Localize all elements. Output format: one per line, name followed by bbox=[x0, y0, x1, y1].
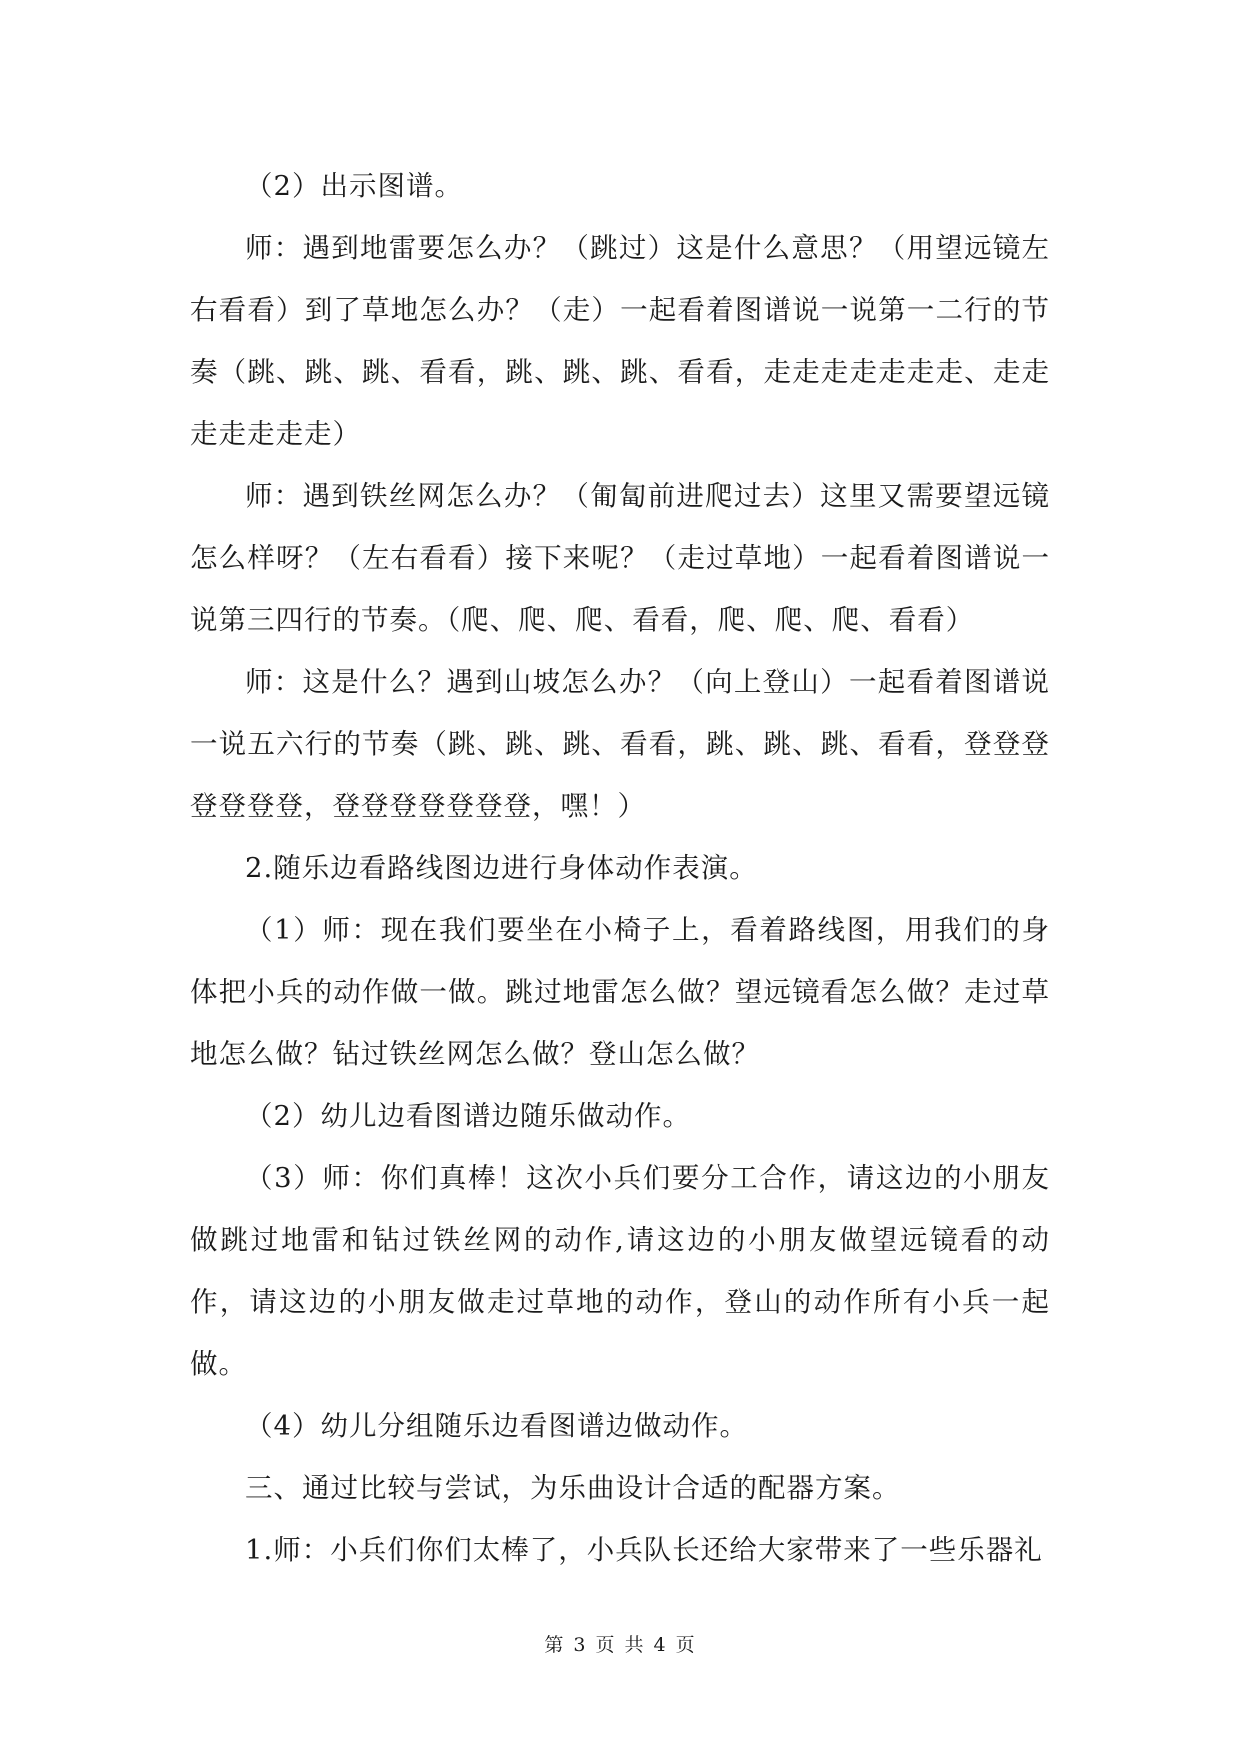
paragraph: 三、通过比较与尝试，为乐曲设计合适的配器方案。 bbox=[245, 1472, 901, 1504]
paragraph: （2）出示图谱。 bbox=[245, 170, 463, 202]
paragraph: （4）幼儿分组随乐边看图谱边做动作。 bbox=[245, 1410, 748, 1442]
paragraph: 1.师：小兵们你们太棒了，小兵队长还给大家带来了一些乐器礼 bbox=[245, 1534, 1043, 1566]
paragraph: 师：这是什么？遇到山坡怎么办？（向上登山）一起看着图谱说一说五六行的节奏（跳、跳、跳、看看，跳、跳、跳、看看，登登登登登登登，登登登登登登登，嘿！） bbox=[190, 666, 1050, 822]
paragraph: 师：遇到铁丝网怎么办？（匍匐前进爬过去）这里又需要望远镜怎么样呀？（左右看看）接下来呢？（走过草地）一起看着图谱说一说第三四行的节奏。（爬、爬、爬、看看，爬、爬、爬、看看） bbox=[190, 480, 1050, 636]
paragraph: （2）幼儿边看图谱边随乐做动作。 bbox=[245, 1100, 691, 1132]
body-text bbox=[190, 155, 1050, 1581]
paragraph: 师：遇到地雷要怎么办？（跳过）这是什么意思？（用望远镜左右看看）到了草地怎么办？（走）一起看着图谱说一说第一二行的节奏（跳、跳、跳、看看，跳、跳、跳、看看，走走走走走走走、走走走走走走走） bbox=[190, 232, 1050, 450]
paragraph: （1）师：现在我们要坐在小椅子上，看着路线图，用我们的身体把小兵的动作做一做。跳过地雷怎么做？望远镜看怎么做？走过草地怎么做？钻过铁丝网怎么做？登山怎么做？ bbox=[190, 914, 1050, 1070]
page-number-footer: 第 3 页 共 4 页 bbox=[544, 1634, 697, 1656]
paragraph: 2.随乐边看路线图边进行身体动作表演。 bbox=[245, 852, 758, 884]
paragraph: （3）师：你们真棒！这次小兵们要分工合作，请这边的小朋友做跳过地雷和钻过铁丝网的动作,请这边的小朋友做望远镜看的动作，请这边的小朋友做走过草地的动作，登山的动作所有小兵一起做。 bbox=[190, 1162, 1050, 1380]
